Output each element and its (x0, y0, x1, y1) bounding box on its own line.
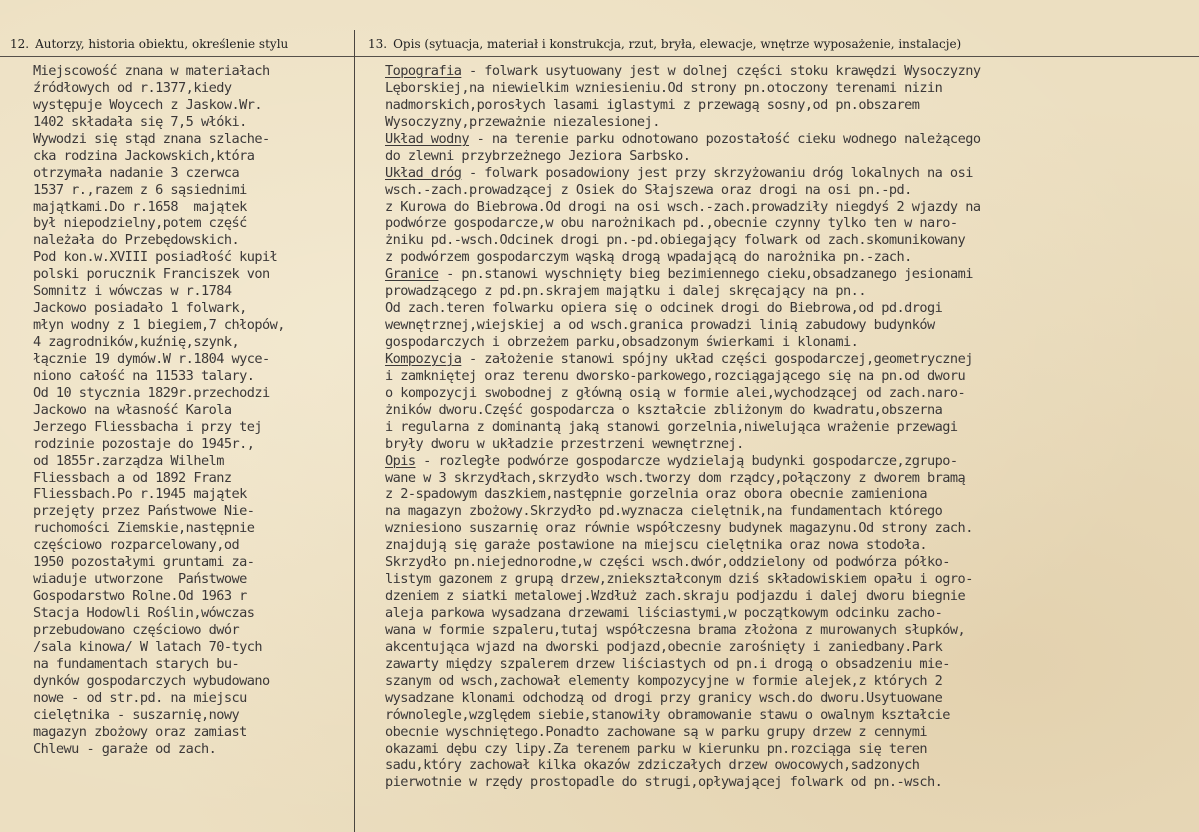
history-text-line: od 1855r.zarządza Wilhelm (33, 452, 224, 469)
description-text: do zlewni przybrzeżnego Jeziora Sarbsko. (385, 147, 691, 164)
description-text: okazami dębu czy lipy.Za terenem parku w kierunku pn.rozciąga się teren (385, 740, 928, 757)
description-text: żniku pd.-wsch.Odcinek drogi pn.-pd.obiegający folwark od zach.skomunikowany (385, 232, 966, 249)
history-text-line: częściowo rozparcelowany,od (33, 537, 240, 554)
description-text-line (385, 588, 980, 605)
description-text: z Kurowa do Biebrowa.Od drogi na osi wsch.-zach.prowadziły niegdyś 2 wjazdy na (385, 198, 981, 215)
description-text-line (385, 520, 980, 537)
history-text-line: Jackowo posiadało 1 folwark, (33, 300, 247, 317)
description-text-line (385, 148, 980, 165)
description-text: - folwark usytuowany jest w dolnej części stoku krawędzi Wysoczyzny (461, 63, 981, 79)
description-text: akcentująca wjazd na dworski podjazd,obecnie zarośnięty i zaniedbany.Park (385, 638, 943, 655)
description-text-line (385, 503, 980, 520)
description-text: Od zach.teren folwarku opiera się o odcinek drogi do Biebrowa,od pd.drogi (385, 300, 943, 317)
history-text-line: 1537 r.,razem z 6 sąsiednimi (33, 181, 247, 198)
history-text-line: Gospodarstwo Rolne.Od 1963 r (33, 588, 247, 605)
history-text-line: Miejscowość znana w materiałach (33, 63, 270, 79)
history-text-line: przejęty przez Państwowe Nie- (33, 503, 255, 520)
description-text-line (385, 165, 980, 182)
description-text-line (385, 402, 980, 419)
history-text-line: ruchomości Ziemskie,następnie (33, 520, 255, 537)
history-text-column (33, 63, 285, 757)
description-text: z podwórzem gospodarczym wąską drogą wpadającą do narożnika pn.-zach. (385, 249, 912, 266)
description-text-line (385, 453, 980, 470)
description-text-line (385, 114, 980, 131)
description-text-line (385, 724, 980, 741)
description-text: wysadzane klonami odchodzą od drogi przy granicy wsch.do dworu.Usytuowane (385, 689, 943, 706)
history-text-line: Somnitz i wówczas w r.1784 (33, 283, 232, 300)
history-text-line: polski porucznik Franciszek von (33, 266, 270, 283)
description-text: wane w 3 skrzydłach,skrzydło wsch.tworzy dom rządcy,połączony z dworem bramą (385, 469, 966, 486)
description-text: - na terenie parku odnotowano pozostałość cieku wodnego należącego (468, 130, 981, 147)
description-text-line (385, 707, 980, 724)
description-text-line (385, 283, 980, 300)
description-text-line (385, 774, 980, 791)
section-12-header (10, 37, 288, 51)
description-text: listym gazonem z grupą drzew,zniekształconym dziś składowiskiem opału i ogro- (385, 571, 973, 588)
description-text-line (385, 80, 980, 97)
history-text-line: Pod kon.w.XVIII posiadłość kupił (33, 249, 278, 266)
history-text-line: majątkami.Do r.1658 majątek (33, 198, 247, 215)
description-text: i zamkniętej oraz terenu dworsko-parkowego,rozciągającego się na pn.od dworu (385, 367, 966, 384)
section-heading: Układ wodny (385, 130, 469, 147)
description-text-line (385, 97, 980, 114)
description-text: wewnętrznej,wiejskiej a od wsch.granica prowadzi linią zabudowy budynków (385, 317, 935, 334)
section-heading: Układ dróg (385, 164, 462, 181)
section-heading: Kompozycja (385, 350, 462, 367)
description-text-line (385, 182, 980, 199)
section-13-header (368, 37, 961, 51)
description-text: znajdują się garaże postawione na miejscu cielętnika oraz nowa stodoła. (385, 537, 928, 554)
history-text-line: 1402 składała się 7,5 włóki. (33, 113, 247, 130)
history-text-line: źródłowych od r.1377,kiedy (33, 79, 232, 96)
section-13-number: 13. (368, 37, 388, 51)
description-text: pierwotnie w rzędy prostopadle do strugi,opływającej folwark od pn.-wsch. (385, 774, 943, 791)
description-text-line (385, 232, 980, 249)
description-text: podwórze gospodarcze,w obu narożnikach pd.,obecnie czynny tylko ten w naro- (385, 215, 958, 232)
description-text: nadmorskich,porosłych lasami iglastymi z przewagą sosny,od pn.obszarem (385, 96, 920, 113)
description-text: wzniesiono suszarnię oraz równie współczesny budynek magazynu.Od strony zach. (385, 520, 973, 537)
description-text: wsch.-zach.prowadzącej z Osiek do Słajszewa oraz drogi na osi pn.-pd. (385, 181, 912, 198)
section-13-title: Opis (sytuacja, materiał i konstrukcja, rzut, bryła, elewacje, wnętrze wyposażenie, instalacje) (393, 37, 962, 51)
description-text: wana w formie szpaleru,tutaj współczesna brama złożona z murowanych słupków, (385, 621, 966, 638)
description-text: równolegle,względem siebie,stanowiły obramowanie stawu o owalnym kształcie (385, 706, 950, 723)
history-text-line: dynków gospodarczych wybudowano (33, 672, 270, 689)
description-text-line (385, 639, 980, 656)
description-text-line (385, 351, 980, 368)
description-text-line (385, 673, 980, 690)
description-text: sadu,który zachował kilka okazów zdziczałych drzew owocowych,sadzonych (385, 757, 920, 774)
history-text-line: był niepodzielny,potem część (33, 215, 247, 232)
description-text-line (385, 470, 980, 487)
description-text-line (385, 63, 980, 80)
history-text-line: 4 zagrodników,kuźnię,szynk, (33, 334, 240, 350)
history-text-line: Od 10 stycznia 1829r.przechodzi (33, 384, 270, 401)
description-text: o kompozycji swobodnej z główną osią w formie alei,wychodzącej od zach.naro- (385, 384, 966, 401)
description-text: gospodarczych i obrzeżem parku,obsadzonym świerkami i klonami. (385, 334, 859, 350)
description-text: i regularna z dominantą jaką stanowi gorzelnia,niwelująca wrażenie przewagi (385, 418, 958, 435)
description-text: bryły dworu w układzie przestrzeni wewnętrznej. (385, 435, 744, 452)
description-text-line (385, 622, 980, 639)
description-text-line (385, 199, 980, 216)
section-12-title: Autorzy, historia obiektu, określenie stylu (35, 37, 289, 51)
description-text-line (385, 741, 980, 758)
description-text-line (385, 334, 980, 351)
history-text-line: należała do Przebędowskich. (33, 232, 240, 249)
description-text-line (385, 368, 980, 385)
description-text: obecnie wyschniętego.Ponadto zachowane są w parku grupy drzew z cennymi (385, 723, 928, 740)
history-text-line: cka rodzina Jackowskich,która (33, 147, 255, 164)
history-text-line: Wywodzi się stąd znana szlache- (33, 130, 270, 147)
history-text-line: Fliessbach.Po r.1945 majątek (33, 486, 247, 503)
history-text-line: Chlewu - garaże od zach. (33, 740, 217, 757)
history-text-line: Jerzego Fliessbacha i przy tej (33, 418, 263, 435)
history-text-line: Fliessbach a od 1892 Franz (33, 469, 232, 486)
description-text: - założenie stanowi spójny układ części gospodarczej,geometrycznej (461, 350, 973, 367)
description-text-line (385, 571, 980, 588)
description-text: na magazyn zbożowy.Skrzydło pd.wyznacza cielętnik,na fundamentach którego (385, 503, 943, 520)
description-text: z 2-spadowym daszkiem,następnie gorzelnia oraz obora obecnie zamieniona (385, 486, 928, 503)
history-text-line: Jackowo na własność Karola (33, 401, 232, 418)
description-text-line (385, 249, 980, 266)
description-text-line (385, 266, 980, 283)
description-text: szanym od wsch,zachował elementy kompozycyjne w formie alejek,z których 2 (385, 672, 943, 689)
history-text-line: młyn wodny z 1 biegiem,7 chłopów, (33, 317, 285, 334)
description-text-line (385, 486, 980, 503)
description-text: - pn.stanowi wyschnięty bieg bezimiennego cieku,obsadzanego jesionami (438, 266, 973, 283)
history-text-line: /sala kinowa/ W latach 70-tych (33, 638, 263, 655)
description-text-line (385, 317, 980, 334)
history-text-line: wiaduje utworzone Państwowe (33, 571, 247, 588)
description-text: żników dworu.Część gospodarcza o kształcie zbliżonym do kwadratu,obszerna (385, 401, 943, 418)
description-text-line (385, 605, 980, 622)
column-divider (354, 30, 355, 832)
description-text-line (385, 690, 980, 707)
description-text: dzeniem z siatki metalowej.Wzdłuż zach.skraju podjazdu i dalej dworu biegnie (385, 588, 966, 605)
description-text-line (385, 300, 980, 317)
description-text-line (385, 757, 980, 774)
description-text-line (385, 215, 980, 232)
history-text-line: przebudowano częściowo dwór (33, 621, 240, 638)
description-text: aleja parkowa wysadzana drzewami liściastymi,w początkowym odcinku zacho- (385, 605, 943, 621)
description-text-line (385, 131, 980, 148)
description-text: - rozległe podwórze gospodarcze wydzielają budynki gospodarcze,zgrupo- (415, 452, 958, 469)
history-text-line: łącznie 19 dymów.W r.1804 wyce- (33, 350, 270, 367)
description-text-line (385, 554, 980, 571)
section-heading: Granice (385, 266, 439, 283)
description-text-line (385, 419, 980, 436)
history-text-line: rodzinie pozostaje do 1945r., (33, 435, 255, 452)
history-text-line: magazyn zbożowy oraz zamiast (33, 723, 247, 740)
history-text-line: cielętnika - suszarnię,nowy (33, 706, 240, 723)
history-text-line: Stacja Hodowli Roślin,wówczas (33, 605, 255, 621)
description-text: Skrzydło pn.niejednorodne,w części wsch.dwór,oddzielony od podwórza półko- (385, 554, 950, 571)
section-heading: Opis (385, 452, 416, 469)
section-heading: Topografia (385, 63, 462, 79)
history-text-line: występuje Woycech z Jaskow.Wr. (33, 96, 263, 113)
history-text-line: na fundamentach starych bu- (33, 655, 240, 672)
section-12-number: 12. (10, 37, 30, 51)
description-text-line (385, 436, 980, 453)
description-text-line (385, 656, 980, 673)
description-text: Lęborskiej,na niewielkim wzniesieniu.Od strony pn.otoczony terenami nizin (385, 79, 943, 96)
history-text-line: niono całość na 11533 talary. (33, 367, 255, 384)
description-text: zawarty między szpalerem drzew liściastych od pn.i drogą o obsadzeniu mie- (385, 655, 950, 672)
description-text: Wysoczyzny,przeważnie niezalesionej. (385, 113, 660, 130)
history-text-line: nowe - od str.pd. na miejscu (33, 689, 247, 706)
description-text-column (385, 63, 980, 791)
description-text: prowadzącego z pd.pn.skrajem majątku i dalej skręcający na pn.. (385, 283, 866, 300)
description-text: - folwark posadowiony jest przy skrzyżowaniu dróg lokalnych na osi (461, 164, 973, 181)
description-text-line (385, 537, 980, 554)
description-text-line (385, 385, 980, 402)
history-text-line: otrzymała nadanie 3 czerwca (33, 164, 240, 181)
header-divider (0, 56, 1199, 57)
history-text-line: 1950 pozostałymi gruntami za- (33, 554, 255, 571)
